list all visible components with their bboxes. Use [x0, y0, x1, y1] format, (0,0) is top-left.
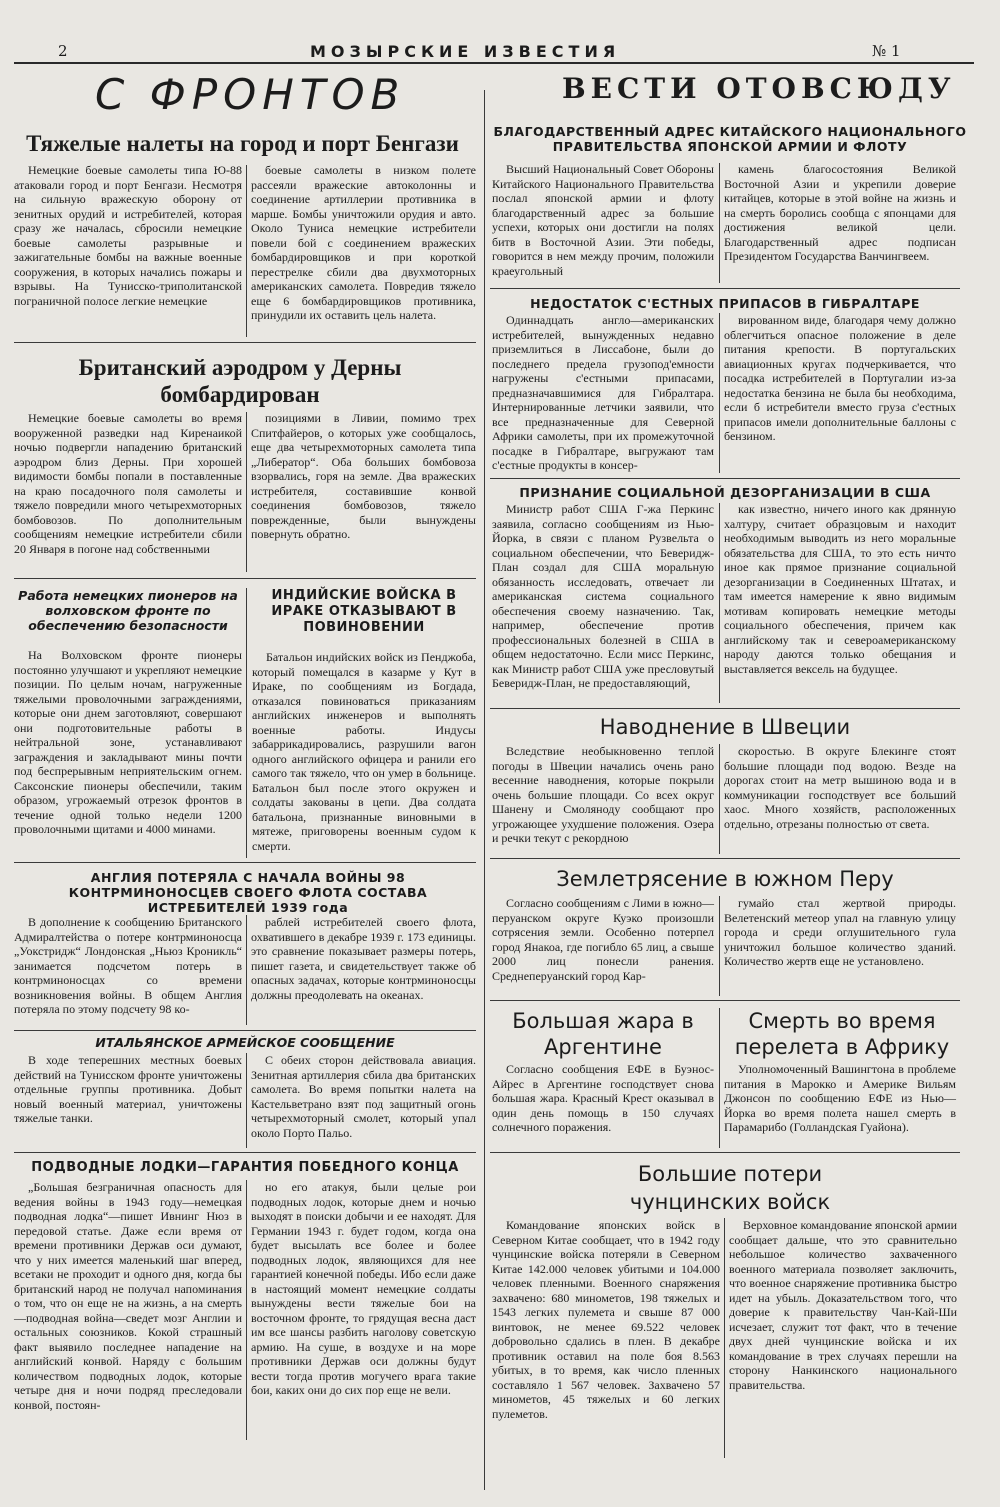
divider: [14, 862, 476, 863]
headline-pioneers: Работа немецких пионеров на волховском фронте по обеспечению безопасности: [18, 588, 238, 633]
article-derna-col2: позициями в Ливии, помимо трех Спитфайеров, о которых уже сообщалось, еще два четырехмоторных самолета типа „Либератор“. Оба больших бомбовоза взорвались, горя на земле. Два вражеских истребителя, составившие конвой соединения бомбовозов, тяжело поврежденные, были вынуждены повернуть обратно.: [251, 411, 476, 541]
article-submarines-col2: но его атакуя, были целые рои подводных лодок, которые днем и ночью выходят в поиски добычи и ее находят. Для Германии 1943 г. будет годом, когда она будет высылать все более и более подводных лодок, являющихся для нее гарантией конечной победы. Ибо если даже в настоящий момент немецкие солдаты вынуждены вести тяжелые бои на восточном фронте, то грядущая весна даст им все шансы разбить наголову советскую армию. На суше, в воздухе и на море противники Держав оси должны будут вести тогда против могучего врага такие бои, каких они до сих пор еще не вели.: [251, 1180, 476, 1397]
section-title-fronts: С ФРОНТОВ: [95, 70, 406, 119]
article-gibraltar-col2: вированном виде, благодаря чему должно облегчиться опасное положение в деле питания крепости. В португальских авиационных кругах подчеркивается, что посадка истребителей в Португалии из-за недостатка бензина не была бы необходима, если б истребители вместо груза с'естных припасов имели дополнительные баллоны с бензином.: [724, 313, 956, 443]
headline-sweden-flood: Наводнение в Швеции: [599, 715, 851, 739]
section-title-news: ВЕСТИ ОТОВСЮДУ: [562, 72, 956, 105]
divider: [490, 478, 960, 479]
headline-chungking-losses: Большие потери чунцинских войск: [629, 1162, 831, 1214]
divider: [490, 288, 960, 289]
article-destroyers-col1: В дополнение к сообщению Британского Адмиралтейства о потере контрминоносца „Уокстридж“ Лондонская „Ньюз Кроникль“ занимается подсчетом потерь в контрминоносцах со времени возникновения войны. В общем Англия потеряла по этому подсчету 98 ко-: [14, 915, 242, 1016]
divider: [246, 1053, 247, 1148]
article-argentina: Согласно сообщения ЕФЕ в Буэнос-Айрес в Аргентине господствует снова большая жара. Красный Крест оказывал в один день помощь в 150 случаях солнечного поражения.: [492, 1062, 714, 1134]
divider: [719, 163, 720, 283]
divider: [246, 1180, 247, 1440]
divider: [719, 503, 720, 703]
headline-submarines: ПОДВОДНЫЕ ЛОДКИ—ГАРАНТИЯ ПОБЕДНОГО КОНЦА: [31, 1160, 459, 1175]
headline-flight-death: Смерть во время перелета в Африку: [734, 1009, 950, 1059]
article-china-col1: Высший Национальный Совет Обороны Китайского Национального Правительства послал японской армии и флоту благодарственный адрес за большие успехи, которых они достигли на полях битв в Восточной Азии. Эти победы, говорится в нем между прочим, положили краеугольный: [492, 162, 714, 278]
divider: [246, 915, 247, 1025]
newspaper-name: МОЗЫРСКИЕ ИЗВЕСТИЯ: [310, 42, 621, 61]
divider: [14, 578, 476, 579]
article-italian-col2: С обеих сторон действовала авиация. Зенитная артиллерия сбила два британских самолета. Во время попытки налета на Кастельветрано взят под защитный огонь четырехмоторный смолет, который упал около Порто Пальо.: [251, 1053, 476, 1140]
article-destroyers-col2: раблей истребителей своего флота, охватившего в декабре 1939 г. 173 единицы. это сравнение показывает размеры потерь, пишет газета, и свидетельствует также об опасных задачах, которые контрминоносцы должны преодолевать на океанах.: [251, 915, 476, 1002]
article-pioneers: На Волховском фронте пионеры постоянно улучшают и укрепляют немецкие позиции. По целым ночам, нагруженные тяжелыми проволочными заграждениями, которые они днем заготовляют, совершают они подготовительные работы в нейтральной зоне, устанавливают заграждения и закладывают мины почти под беспрерывным неприятельским огнем. Саксонские пионеры обеспечили, таким образом, угрожаемый отрезок фронтов в течение одной только недели 1200 проволочными щитами и 4000 минами.: [14, 648, 242, 836]
headline-peru-earthquake: Землетрясение в южном Перу: [556, 867, 894, 891]
divider: [246, 165, 247, 337]
article-chungking-col1: Командование японских войск в Северном Китае сообщает, что в 1942 году чунцинские войска потеряли в Северном Китае 142.000 человек убитыми и 104.000 человек пленными. Военного снаряжения захвачено: 680 минометов, 198 тяжелых и 1543 легких пулемета и свыше 87 000 винтовок, не менее 69.522 человек добровольно сдались в плен. В декабре противник оставил на поле боя 8.563 убитых, в то время, как число пленных составляло 1 567 человек. Захвачено 57 минометов, 45 тяжелых и 60 легких пулеметов.: [492, 1218, 720, 1421]
issue-number: № 1: [872, 42, 901, 60]
article-derna-col1: Немецкие боевые самолеты во время вооруженной разведки над Киренаикой ночью подвергли нападению британский аэродром близ Дерны. При хорошей видимости бомбы попали в поставленные на краю посадочного поля самолеты и тяжело повредили много четырехмоторных бомбовозов. По дополнительным сообщениям немецкие истребители сбили 20 Января в погоне над собственными: [14, 411, 242, 556]
divider: [490, 858, 960, 859]
headline-benghazi: Тяжелые налеты на город и порт Бенгази: [26, 131, 459, 156]
article-usa-col1: Министр работ США Г-жа Перкинс заявила, согласно сообщениям из Нью-Йорка, в связи с планом Рузвельта о социальном обеспечении, что Беверидж-План создал для США моральную обязанность исследовать, отвечает ли американская система социального обеспечения своему назначению. Так, например, обеспечение против профессиональных болезней в США в общем недостаточно. Если мисс Перкинс, как Министр работ США уже пресловутый Беверидж-План, не предоставляющий,: [492, 502, 714, 690]
divider: [490, 1152, 960, 1153]
divider: [719, 744, 720, 854]
article-gibraltar-col1: Одиннадцать англо—американских истребителей, вынужденных недавно приземлиться в Лиссабоне, были до последнего предела грузопод'емности нагружены с'естными припасами, предназначавшимися для Гибралтара. Интернированные летчики заявили, что все предназначенные для Северной Африки самолеты, при их промежуточной посадке в Гибралтаре, выгружают там с'естные продукты в консер-: [492, 313, 714, 472]
article-chungking-col2: Верховное командование японской армии сообщает дальше, что это сравнительно небольшое количество захваченного военного материала позволяет заключить, что военное снаряжение противника быстро идет на убыль. Доказательством того, что доверие к правительству Чан-Кай-Ши исчезает, служит тот факт, что в течение двух дней чунцинские войска и их командование в трех случаях перешли на сторону Нанкинского национального правительства.: [729, 1218, 957, 1392]
article-benghazi-col1: Немецкие боевые самолеты типа Ю-88 атаковали город и порт Бенгази. Несмотря на сильную вражескую оборону от зенитных орудий и истребителей, которая сразу же началась, сбросили немецкие боевые самолеты разрывные и зажигательные бомбы на важные военные сооружения, в которых начались пожары и взрывы. На Тунисско-триполитанской пограничной полосе легкие немецкие: [14, 163, 242, 308]
headline-china-address: БЛАГОДАРСТВЕННЫЙ АДРЕС КИТАЙСКОГО НАЦИОНАЛЬНОГО ПРАВИТЕЛЬСТВА ЯПОНСКОЙ АРМИИ И ФЛОТУ: [493, 124, 967, 154]
center-divider: [484, 90, 485, 1490]
headline-destroyers: АНГЛИЯ ПОТЕРЯЛА С НАЧАЛА ВОЙНЫ 98 КОНТРМИНОНОСЦЕВ СВОЕГО ФЛОТА СОСТАВА ИСТРЕБИТЕЛЕЙ 1939 года: [68, 870, 428, 915]
headline-gibraltar: НЕДОСТАТОК С'ЕСТНЫХ ПРИПАСОВ В ГИБРАЛТАРЕ: [530, 296, 920, 311]
divider: [246, 588, 247, 858]
headline-usa-social: ПРИЗНАНИЕ СОЦИАЛЬНОЙ ДЕЗОРГАНИЗАЦИИ В США: [519, 485, 931, 500]
divider: [14, 1030, 476, 1031]
article-peru-col2: гумайо стал жертвой природы. Велетенский метеор упал на главную улицу города и среди оглушительного гула уничтожил большое количество зданий. Количество жертв еще не установлено.: [724, 896, 956, 968]
page-number: 2: [58, 42, 68, 60]
article-submarines-col1: „Большая безграничная опасность для ведения войны в 1943 году—немецкая подводная лодка“—пишет Ивнинг Нюз в передовой статье. Даже если время от времени противники Держав оси думают, что у них имеется маленький шаг вперед, всетаки не проходит и одного дня, когда бы британский народ не получал напоминания о том, что он еще не на жизнь, а на смерть—подводная война—сведет мозг Англии и остальных союзников. Кокой страшный факт выявило последнее нападение на английский конвой. Наряду с большим количеством подводных лодок, которые четыре дня и ночи подряд преследовали конвой, постоян-: [14, 1180, 242, 1412]
divider: [724, 1218, 725, 1458]
divider: [246, 412, 247, 572]
headline-derna: Британский аэродром у Дерны бомбардирован: [78, 355, 402, 407]
article-benghazi-col2: боевые самолеты в низком полете рассеяли вражеские автоколонны и соединение артиллерии противника в марше. Бомбы уничтожили орудия и авто. Около Туниса немецкие истребители повели бой с соединением вражеских бомбардировщиков и при короткой перестрелке сбили два двухмоторных американских самолета. Повредив тяжело еще 6 бомбардировщиков противника, принудили их оставить цель налета.: [251, 163, 476, 322]
divider: [719, 1008, 720, 1148]
article-peru-col1: Согласно сообщениям с Лими в южно—перуанском округе Куэко произошли сотрясения земли. Особенно потерпел город Янакоа, где погибло 65 лиц, а свыше 2000 лиц понесли ранения. Среднеперуанский город Кар-: [492, 896, 714, 983]
headline-italian-report: ИТАЛЬЯНСКОЕ АРМЕЙСКОЕ СООБЩЕНИЕ: [95, 1035, 395, 1050]
divider: [719, 313, 720, 473]
article-sweden-col1: Вследствие необыкновенно теплой погоды в Швеции начались очень рано весенние наводнения, которые покрыли очень большие площади. Со всех округ Шанену и Смоляноду сообщают про угрожающее ухудшение положения. Озера и речки текут с рекордною: [492, 744, 714, 845]
article-sweden-col2: скоростью. В округе Блекинге стоят большие площади под водою. Везде на дорогах стоит на метр вышиною вода и в коммуникации господствует все больший хаос. Много хозяйств, расположенных отдельно, отрезаны полностью от света.: [724, 744, 956, 831]
headline-argentina-heat: Большая жара в Аргентине: [512, 1009, 694, 1059]
divider: [14, 342, 476, 343]
headline-indian-troops: ИНДИЙСКИЕ ВОЙСКА В ИРАКЕ ОТКАЗЫВАЮТ В ПОВИНОВЕНИИ: [271, 588, 457, 635]
article-indian-troops: Батальон индийских войск из Пенджоба, который помещался в казарме у Кут в Ираке, по сообщениям из Богдада, отказался повиноваться приказаниям английских инженеров и выполнять военные работы. Индусы забаррикадировались, разрушили вагон одного английского офицера и ранили его самого так тяжело, что он умер в больнице. Батальон был после этого окружен и солдаты закованы в цепи. Два солдата батальона, признанные виновными в мятеже, приговорены военным судом к смерти.: [252, 650, 476, 853]
article-china-col2: камень благосостояния Великой Восточной Азии и укрепили доверие китайцев, которые в этой войне на жизнь и на смерть боролись сообща с японцами для достижения великой цели. Благодарственный адрес подписан Президентом Государства Ванчингвеем.: [724, 162, 956, 263]
divider: [490, 708, 960, 709]
divider: [719, 896, 720, 996]
article-flight-death: Уполномоченный Вашингтона в проблеме питания в Марокко и Америке Вильям Джонсон по сообщению ЕФЕ из Нью—Йорка во время полета нашел смерть в Парамарибо (Голландская Гуайона).: [724, 1062, 956, 1134]
divider: [490, 1000, 960, 1001]
divider: [14, 1152, 476, 1153]
article-usa-col2: как известно, ничего иного как дрянную халтуру, считает образцовым и находит необходимым выводить из него моральные обязательства для США, то это есть ничто иное как прямое признание социальной дезорганизации в Соединенных Штатах, и там имеется намерение к явно видимым мотивам копировать немецкие методы социального обеспечения, причем как английскому так и североамериканскому народу даются только обещания и выставляется вексель на будущее.: [724, 502, 956, 676]
article-italian-col1: В ходе теперешних местных боевых действий на Тунисском фронте уничтожены отдельные группы противника. Добыт новый военный материал, уничтожены тяжелые танки.: [14, 1053, 242, 1125]
header-rule: [14, 62, 974, 64]
